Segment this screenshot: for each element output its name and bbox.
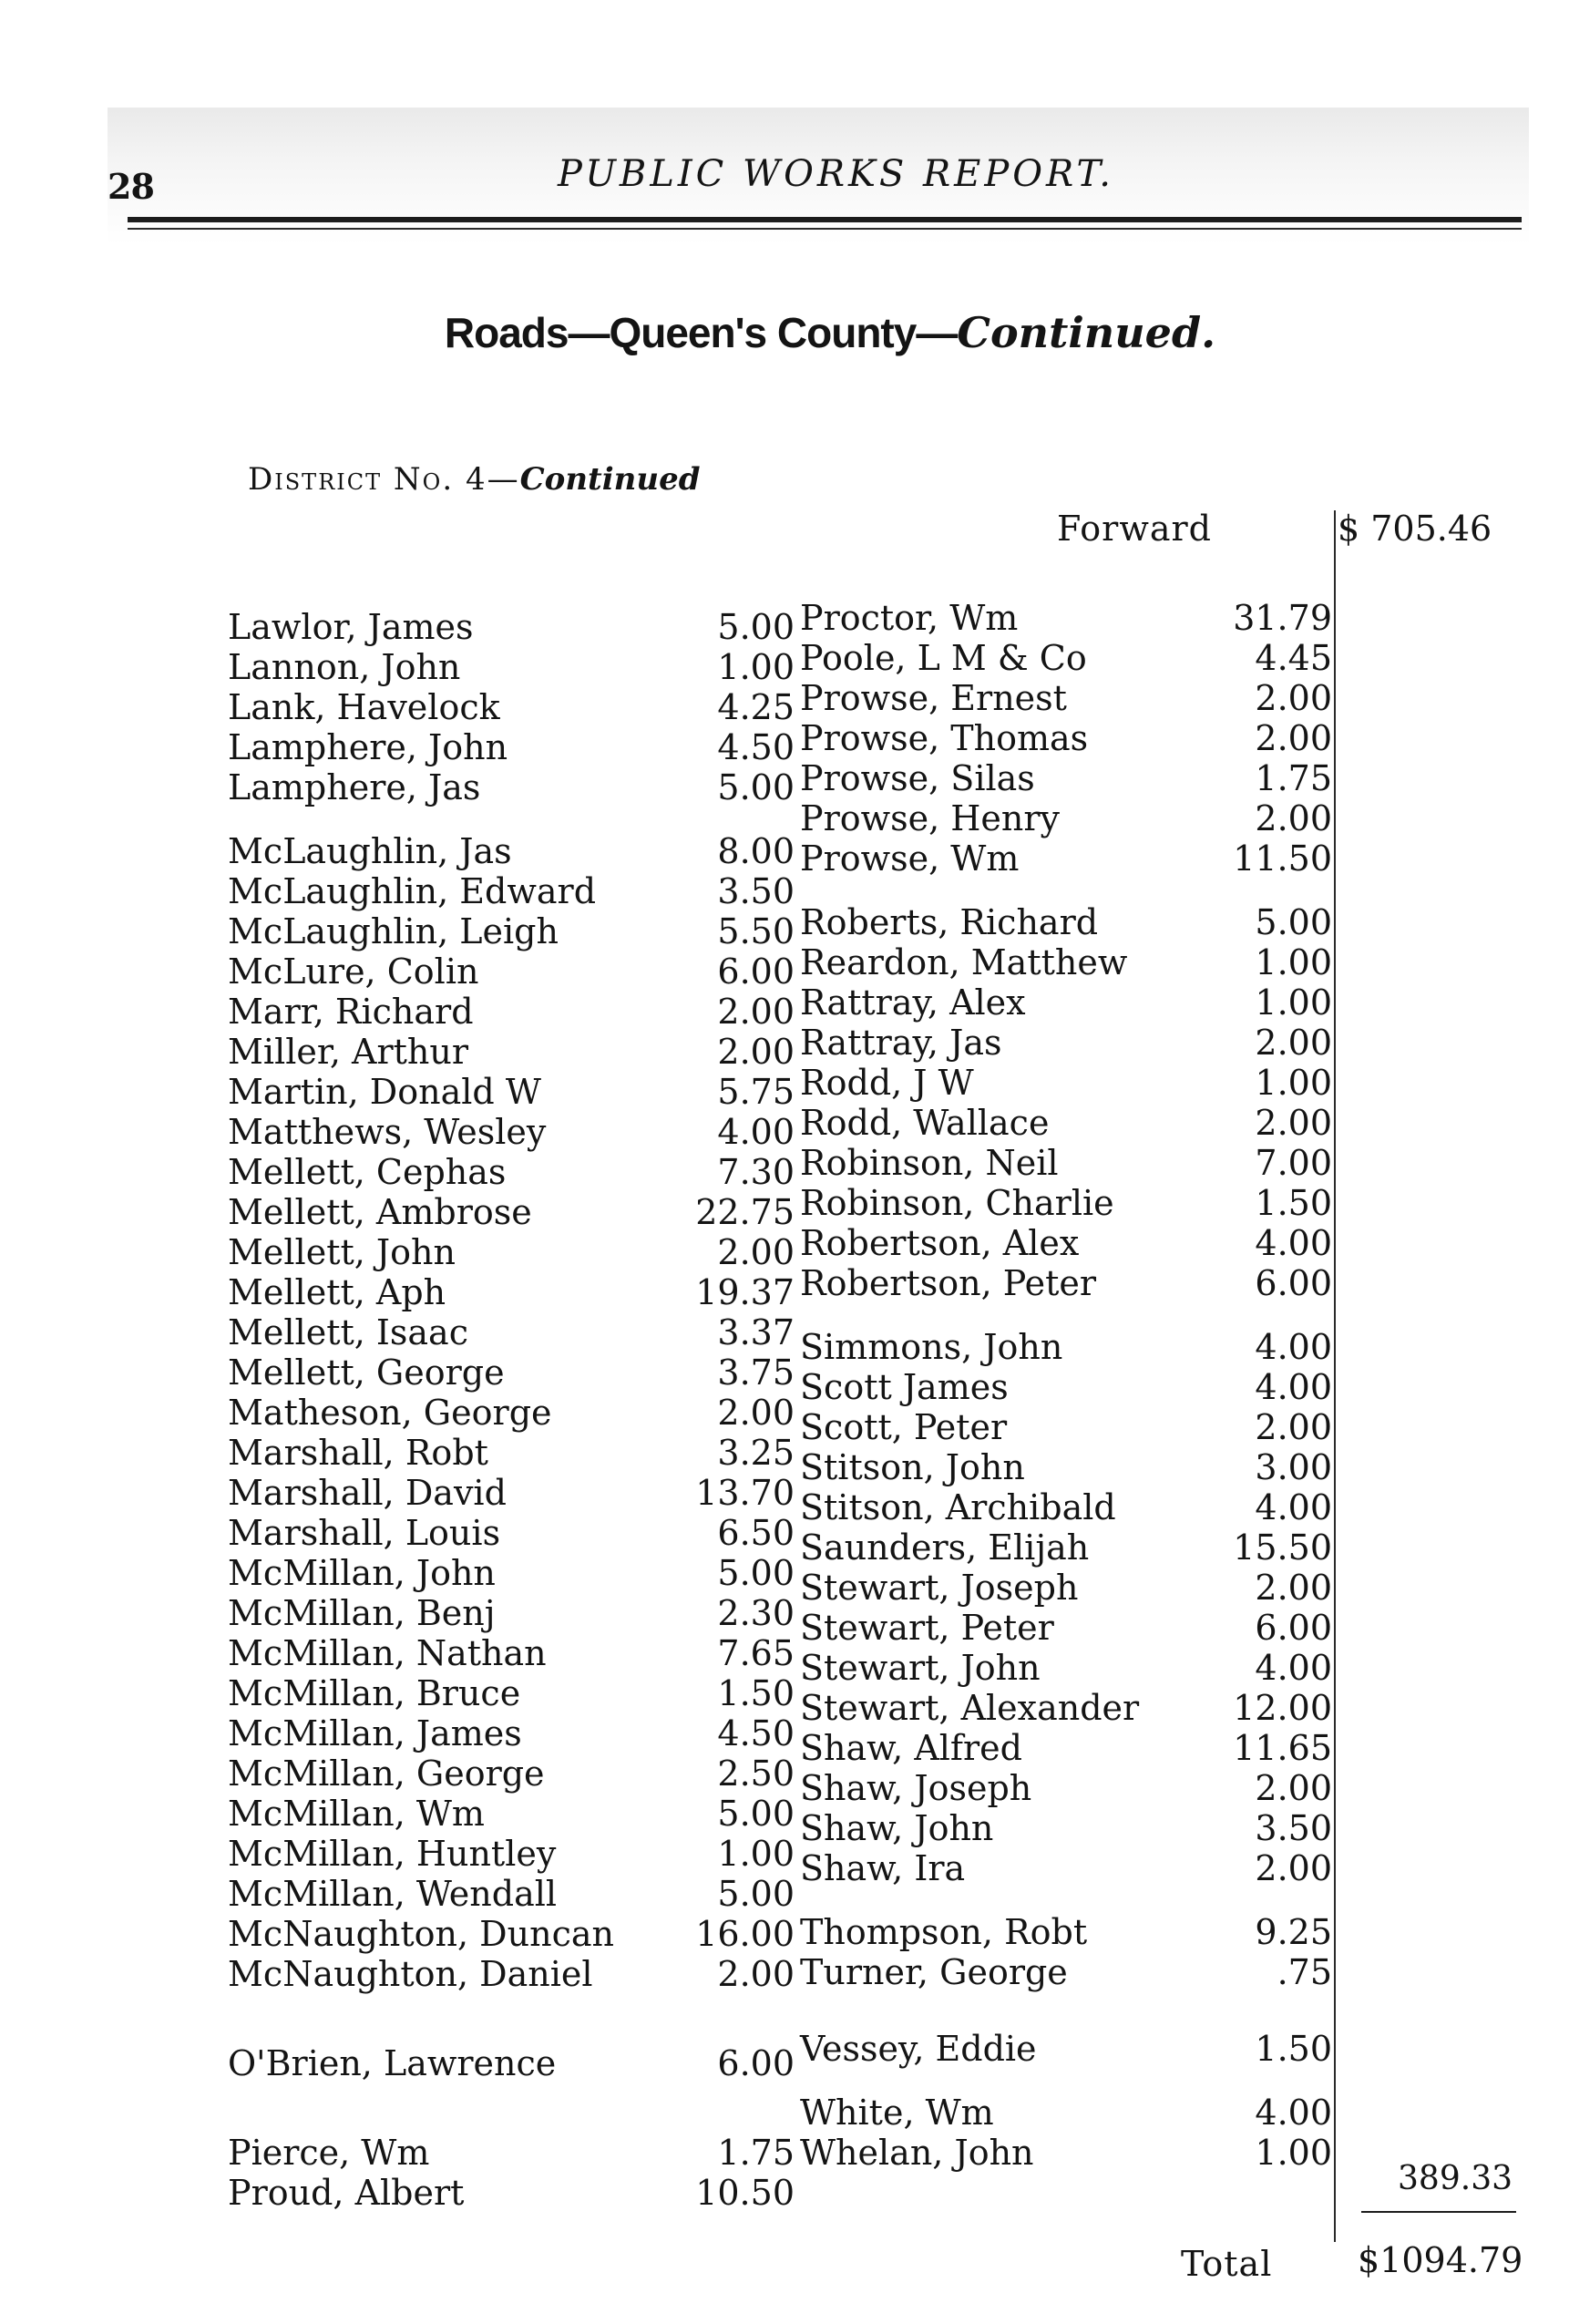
entry-name: Robertson, Alex (800, 1223, 1080, 1263)
entry-amount: 2.00 (1255, 1103, 1332, 1143)
entry-amount: 5.50 (717, 911, 795, 951)
entry-name: Rodd, J W (800, 1063, 974, 1103)
entry-amount: 1.75 (1255, 758, 1332, 798)
entry-name: Mellett, John (228, 1232, 456, 1272)
entry-name: Stitson, John (800, 1447, 1025, 1487)
list-item (800, 1063, 1332, 1103)
list-item (800, 1608, 1332, 1648)
list-item (800, 1407, 1332, 1447)
entry-name: Lamphere, Jas (228, 767, 481, 807)
list-item (228, 1232, 793, 1272)
entry-amount: 2.00 (1255, 1848, 1332, 1888)
entry-name: McMillan, John (228, 1553, 496, 1593)
list-item (800, 1487, 1332, 1527)
list-item (800, 1263, 1332, 1303)
list-item (228, 727, 793, 767)
column-subtotal: 389.33 (1398, 2160, 1513, 2197)
entry-amount: 4.00 (1255, 2093, 1332, 2133)
entry-amount: 13.70 (695, 1473, 795, 1513)
list-item (228, 1753, 793, 1794)
entry-name: McNaughton, Duncan (228, 1914, 614, 1954)
list-item (228, 1794, 793, 1834)
entry-amount: 6.00 (717, 951, 795, 992)
entry-amount: 19.37 (695, 1272, 795, 1312)
list-item (800, 1728, 1332, 1768)
entry-amount: .75 (1277, 1952, 1332, 1992)
district-heading (248, 461, 701, 498)
entry-amount: 4.45 (1255, 638, 1332, 678)
section-title-main: Roads—Queen's County— (444, 309, 958, 356)
entry-amount: 11.65 (1233, 1728, 1332, 1768)
entry-amount: 1.50 (1255, 1183, 1332, 1223)
entry-amount: 1.50 (1255, 2029, 1332, 2069)
sum-rule (1361, 2211, 1516, 2213)
list-item (228, 1192, 793, 1232)
entry-amount: 4.50 (717, 1713, 795, 1753)
entry-amount: 4.00 (1255, 1487, 1332, 1527)
entry-amount: 10.50 (695, 2173, 795, 2213)
list-item (228, 1553, 793, 1593)
entry-amount: 2.00 (1255, 1023, 1332, 1063)
entry-amount: 2.00 (717, 1954, 795, 1994)
entry-name: Robinson, Neil (800, 1143, 1059, 1183)
entry-name: McMillan, James (228, 1713, 522, 1753)
entry-amount: 6.00 (1255, 1608, 1332, 1648)
list-item (228, 1072, 793, 1112)
list-item (800, 838, 1332, 879)
list-item (228, 1633, 793, 1673)
entry-name: Marshall, David (228, 1473, 507, 1513)
header-rule-thin (128, 228, 1522, 230)
entry-amount: 8.00 (717, 831, 795, 871)
list-item (228, 1914, 793, 1954)
list-item (228, 1433, 793, 1473)
entry-amount: 2.00 (717, 1232, 795, 1272)
entry-amount: 4.00 (1255, 1327, 1332, 1367)
entry-amount: 4.50 (717, 727, 795, 767)
entry-name: Shaw, Joseph (800, 1768, 1032, 1808)
entry-name: Stitson, Archibald (800, 1487, 1116, 1527)
list-item (228, 911, 793, 951)
entry-amount: 3.75 (717, 1352, 795, 1393)
amount-column-rule (1334, 510, 1336, 2242)
entry-name: Shaw, Ira (800, 1848, 966, 1888)
entry-amount: 2.00 (717, 1032, 795, 1072)
list-item (228, 2133, 793, 2173)
entry-name: Prowse, Thomas (800, 718, 1089, 758)
entry-amount: 7.65 (717, 1633, 795, 1673)
entry-amount: 5.00 (717, 767, 795, 807)
entry-amount: 1.75 (717, 2133, 795, 2173)
entry-name: Pierce, Wm (228, 2133, 430, 2173)
entry-name: Mellett, Cephas (228, 1152, 507, 1192)
section-title (0, 308, 1569, 357)
entry-amount: 2.00 (717, 1393, 795, 1433)
entry-amount: 4.00 (1255, 1223, 1332, 1263)
list-item (228, 1673, 793, 1713)
list-item (800, 902, 1332, 942)
entry-amount: 2.00 (717, 992, 795, 1032)
list-item (228, 1112, 793, 1152)
entry-name: Robertson, Peter (800, 1263, 1097, 1303)
entry-amount: 16.00 (695, 1914, 795, 1954)
entry-name: McMillan, Huntley (228, 1834, 557, 1874)
list-item (800, 1912, 1332, 1952)
entry-amount: 4.00 (1255, 1367, 1332, 1407)
list-item (228, 767, 793, 807)
entry-name: Rattray, Alex (800, 982, 1026, 1023)
district-label: District No. 4— (248, 461, 520, 498)
list-item (800, 1568, 1332, 1608)
entry-name: Prowse, Silas (800, 758, 1035, 798)
entry-name: McLure, Colin (228, 951, 479, 992)
list-item (228, 1834, 793, 1874)
entry-name: Miller, Arthur (228, 1032, 468, 1072)
entry-amount: 7.30 (717, 1152, 795, 1192)
entry-amount: 22.75 (695, 1192, 795, 1232)
entry-name: Proctor, Wm (800, 598, 1019, 638)
entry-amount: 1.00 (1255, 942, 1332, 982)
entry-name: Stewart, John (800, 1648, 1041, 1688)
list-item (800, 678, 1332, 718)
entry-name: Lawlor, James (228, 607, 474, 647)
district-continued: Continued (519, 461, 701, 498)
entry-amount: 1.00 (1255, 2133, 1332, 2173)
list-item (228, 1513, 793, 1553)
entry-amount: 1.50 (717, 1673, 795, 1713)
entry-name: Whelan, John (800, 2133, 1034, 2173)
list-item (800, 1023, 1332, 1063)
entry-amount: 1.00 (717, 1834, 795, 1874)
entry-amount: 3.50 (717, 871, 795, 911)
list-item (800, 942, 1332, 982)
list-item (228, 1152, 793, 1192)
forward-amount: $ 705.46 (1338, 509, 1492, 549)
list-item (800, 1688, 1332, 1728)
entry-name: Mellett, Aph (228, 1272, 446, 1312)
entry-amount: 6.50 (717, 1513, 795, 1553)
list-item (228, 871, 793, 911)
entry-name: McMillan, Wendall (228, 1874, 558, 1914)
entry-amount: 4.25 (717, 687, 795, 727)
entry-name: Lank, Havelock (228, 687, 500, 727)
entry-name: Stewart, Peter (800, 1608, 1054, 1648)
entry-name: Prowse, Wm (800, 838, 1020, 879)
list-item (228, 1874, 793, 1914)
list-item (228, 831, 793, 871)
entry-name: Roberts, Richard (800, 902, 1099, 942)
entry-name: Prowse, Henry (800, 798, 1061, 838)
list-item (800, 1447, 1332, 1487)
entry-amount: 15.50 (1233, 1527, 1332, 1568)
entry-amount: 3.00 (1255, 1447, 1332, 1487)
entry-amount: 12.00 (1233, 1688, 1332, 1728)
list-item (800, 1808, 1332, 1848)
list-item (228, 607, 793, 647)
list-item (228, 1312, 793, 1352)
list-item (800, 1768, 1332, 1808)
list-item (228, 2173, 793, 2213)
entry-amount: 2.00 (1255, 718, 1332, 758)
entry-name: McMillan, Bruce (228, 1673, 521, 1713)
entry-amount: 6.00 (717, 2043, 795, 2083)
entry-amount: 3.37 (717, 1312, 795, 1352)
entry-amount: 2.30 (717, 1593, 795, 1633)
entry-amount: 2.00 (1255, 678, 1332, 718)
entry-amount: 4.00 (717, 1112, 795, 1152)
total-label: Total (1181, 2244, 1273, 2284)
list-item (800, 2029, 1332, 2069)
list-item (228, 1593, 793, 1633)
entry-name: Marshall, Louis (228, 1513, 501, 1553)
header-rule (128, 217, 1522, 222)
list-item (228, 2043, 793, 2083)
entry-amount: 6.00 (1255, 1263, 1332, 1303)
entry-name: McLaughlin, Edward (228, 871, 597, 911)
list-item (228, 1272, 793, 1312)
list-item (228, 1352, 793, 1393)
left-column-list (228, 607, 793, 2213)
list-item (800, 2133, 1332, 2173)
entry-name: Turner, George (800, 1952, 1068, 1992)
total-amount: $1094.79 (1358, 2240, 1523, 2280)
list-item (800, 1183, 1332, 1223)
entry-name: Lannon, John (228, 647, 461, 687)
entry-name: Vessey, Eddie (800, 2029, 1037, 2069)
entry-name: Rodd, Wallace (800, 1103, 1050, 1143)
list-item (800, 718, 1332, 758)
entry-amount: 11.50 (1233, 838, 1332, 879)
entry-name: Thompson, Robt (800, 1912, 1088, 1952)
entry-name: Martin, Donald W (228, 1072, 541, 1112)
entry-name: Prowse, Ernest (800, 678, 1067, 718)
entry-name: Marshall, Robt (228, 1433, 488, 1473)
right-column-list (800, 598, 1332, 2173)
list-item (800, 798, 1332, 838)
entry-amount: 9.25 (1255, 1912, 1332, 1952)
list-item (800, 1327, 1332, 1367)
list-item (800, 1103, 1332, 1143)
entry-amount: 5.00 (717, 1794, 795, 1834)
entry-amount: 1.00 (1255, 982, 1332, 1023)
entry-name: Mellett, Ambrose (228, 1192, 532, 1232)
entry-name: Reardon, Matthew (800, 942, 1128, 982)
list-item (800, 1848, 1332, 1888)
entry-name: Simmons, John (800, 1327, 1063, 1367)
list-item (800, 1648, 1332, 1688)
forward-label: Forward (1057, 509, 1213, 549)
list-item (800, 638, 1332, 678)
entry-name: White, Wm (800, 2093, 994, 2133)
list-item (228, 1954, 793, 1994)
list-item (228, 1393, 793, 1433)
entry-amount: 7.00 (1255, 1143, 1332, 1183)
entry-name: Poole, L M & Co (800, 638, 1087, 678)
entry-name: Shaw, John (800, 1808, 994, 1848)
entry-amount: 2.00 (1255, 1768, 1332, 1808)
entry-name: Lamphere, John (228, 727, 508, 767)
entry-amount: 2.00 (1255, 1407, 1332, 1447)
list-item (800, 1952, 1332, 1992)
entry-name: McNaughton, Daniel (228, 1954, 593, 1994)
entry-amount: 5.00 (717, 1553, 795, 1593)
entry-amount: 1.00 (1255, 1063, 1332, 1103)
entry-amount: 3.25 (717, 1433, 795, 1473)
list-item (800, 2093, 1332, 2133)
list-item (800, 1143, 1332, 1183)
entry-amount: 31.79 (1233, 598, 1332, 638)
entry-name: Stewart, Alexander (800, 1688, 1140, 1728)
entry-name: Matthews, Wesley (228, 1112, 547, 1152)
list-item (800, 1223, 1332, 1263)
section-title-continued: Continued. (957, 308, 1216, 357)
entry-name: McLaughlin, Leigh (228, 911, 559, 951)
list-item (228, 687, 793, 727)
running-head: PUBLIC WORKS REPORT. (558, 153, 1114, 195)
entry-name: Proud, Albert (228, 2173, 465, 2213)
entry-name: Mellett, Isaac (228, 1312, 468, 1352)
entry-name: Mellett, George (228, 1352, 505, 1393)
entry-name: Stewart, Joseph (800, 1568, 1079, 1608)
list-item (800, 1527, 1332, 1568)
list-item (800, 982, 1332, 1023)
entry-name: McMillan, Nathan (228, 1633, 547, 1673)
entry-name: McMillan, Wm (228, 1794, 485, 1834)
list-item (800, 1367, 1332, 1407)
list-item (800, 598, 1332, 638)
entry-name: Matheson, George (228, 1393, 552, 1433)
entry-amount: 3.50 (1255, 1808, 1332, 1848)
entry-name: McMillan, Benj (228, 1593, 496, 1633)
list-item (800, 758, 1332, 798)
entry-amount: 2.00 (1255, 798, 1332, 838)
entry-amount: 5.00 (717, 1874, 795, 1914)
list-item (228, 1713, 793, 1753)
entry-amount: 5.75 (717, 1072, 795, 1112)
entry-name: Scott, Peter (800, 1407, 1008, 1447)
entry-amount: 2.00 (1255, 1568, 1332, 1608)
entry-name: Marr, Richard (228, 992, 474, 1032)
entry-name: McLaughlin, Jas (228, 831, 512, 871)
list-item (228, 951, 793, 992)
list-item (228, 992, 793, 1032)
list-item (228, 647, 793, 687)
entry-amount: 5.00 (717, 607, 795, 647)
entry-amount: 1.00 (717, 647, 795, 687)
entry-name: McMillan, George (228, 1753, 545, 1794)
entry-name: O'Brien, Lawrence (228, 2043, 557, 2083)
entry-amount: 4.00 (1255, 1648, 1332, 1688)
list-item (228, 1473, 793, 1513)
entry-name: Scott James (800, 1367, 1009, 1407)
entry-amount: 2.50 (717, 1753, 795, 1794)
list-item (228, 1032, 793, 1072)
entry-name: Saunders, Elijah (800, 1527, 1090, 1568)
page-number: 28 (108, 166, 154, 207)
entry-name: Shaw, Alfred (800, 1728, 1022, 1768)
entry-name: Rattray, Jas (800, 1023, 1002, 1063)
entry-name: Robinson, Charlie (800, 1183, 1114, 1223)
entry-amount: 5.00 (1255, 902, 1332, 942)
